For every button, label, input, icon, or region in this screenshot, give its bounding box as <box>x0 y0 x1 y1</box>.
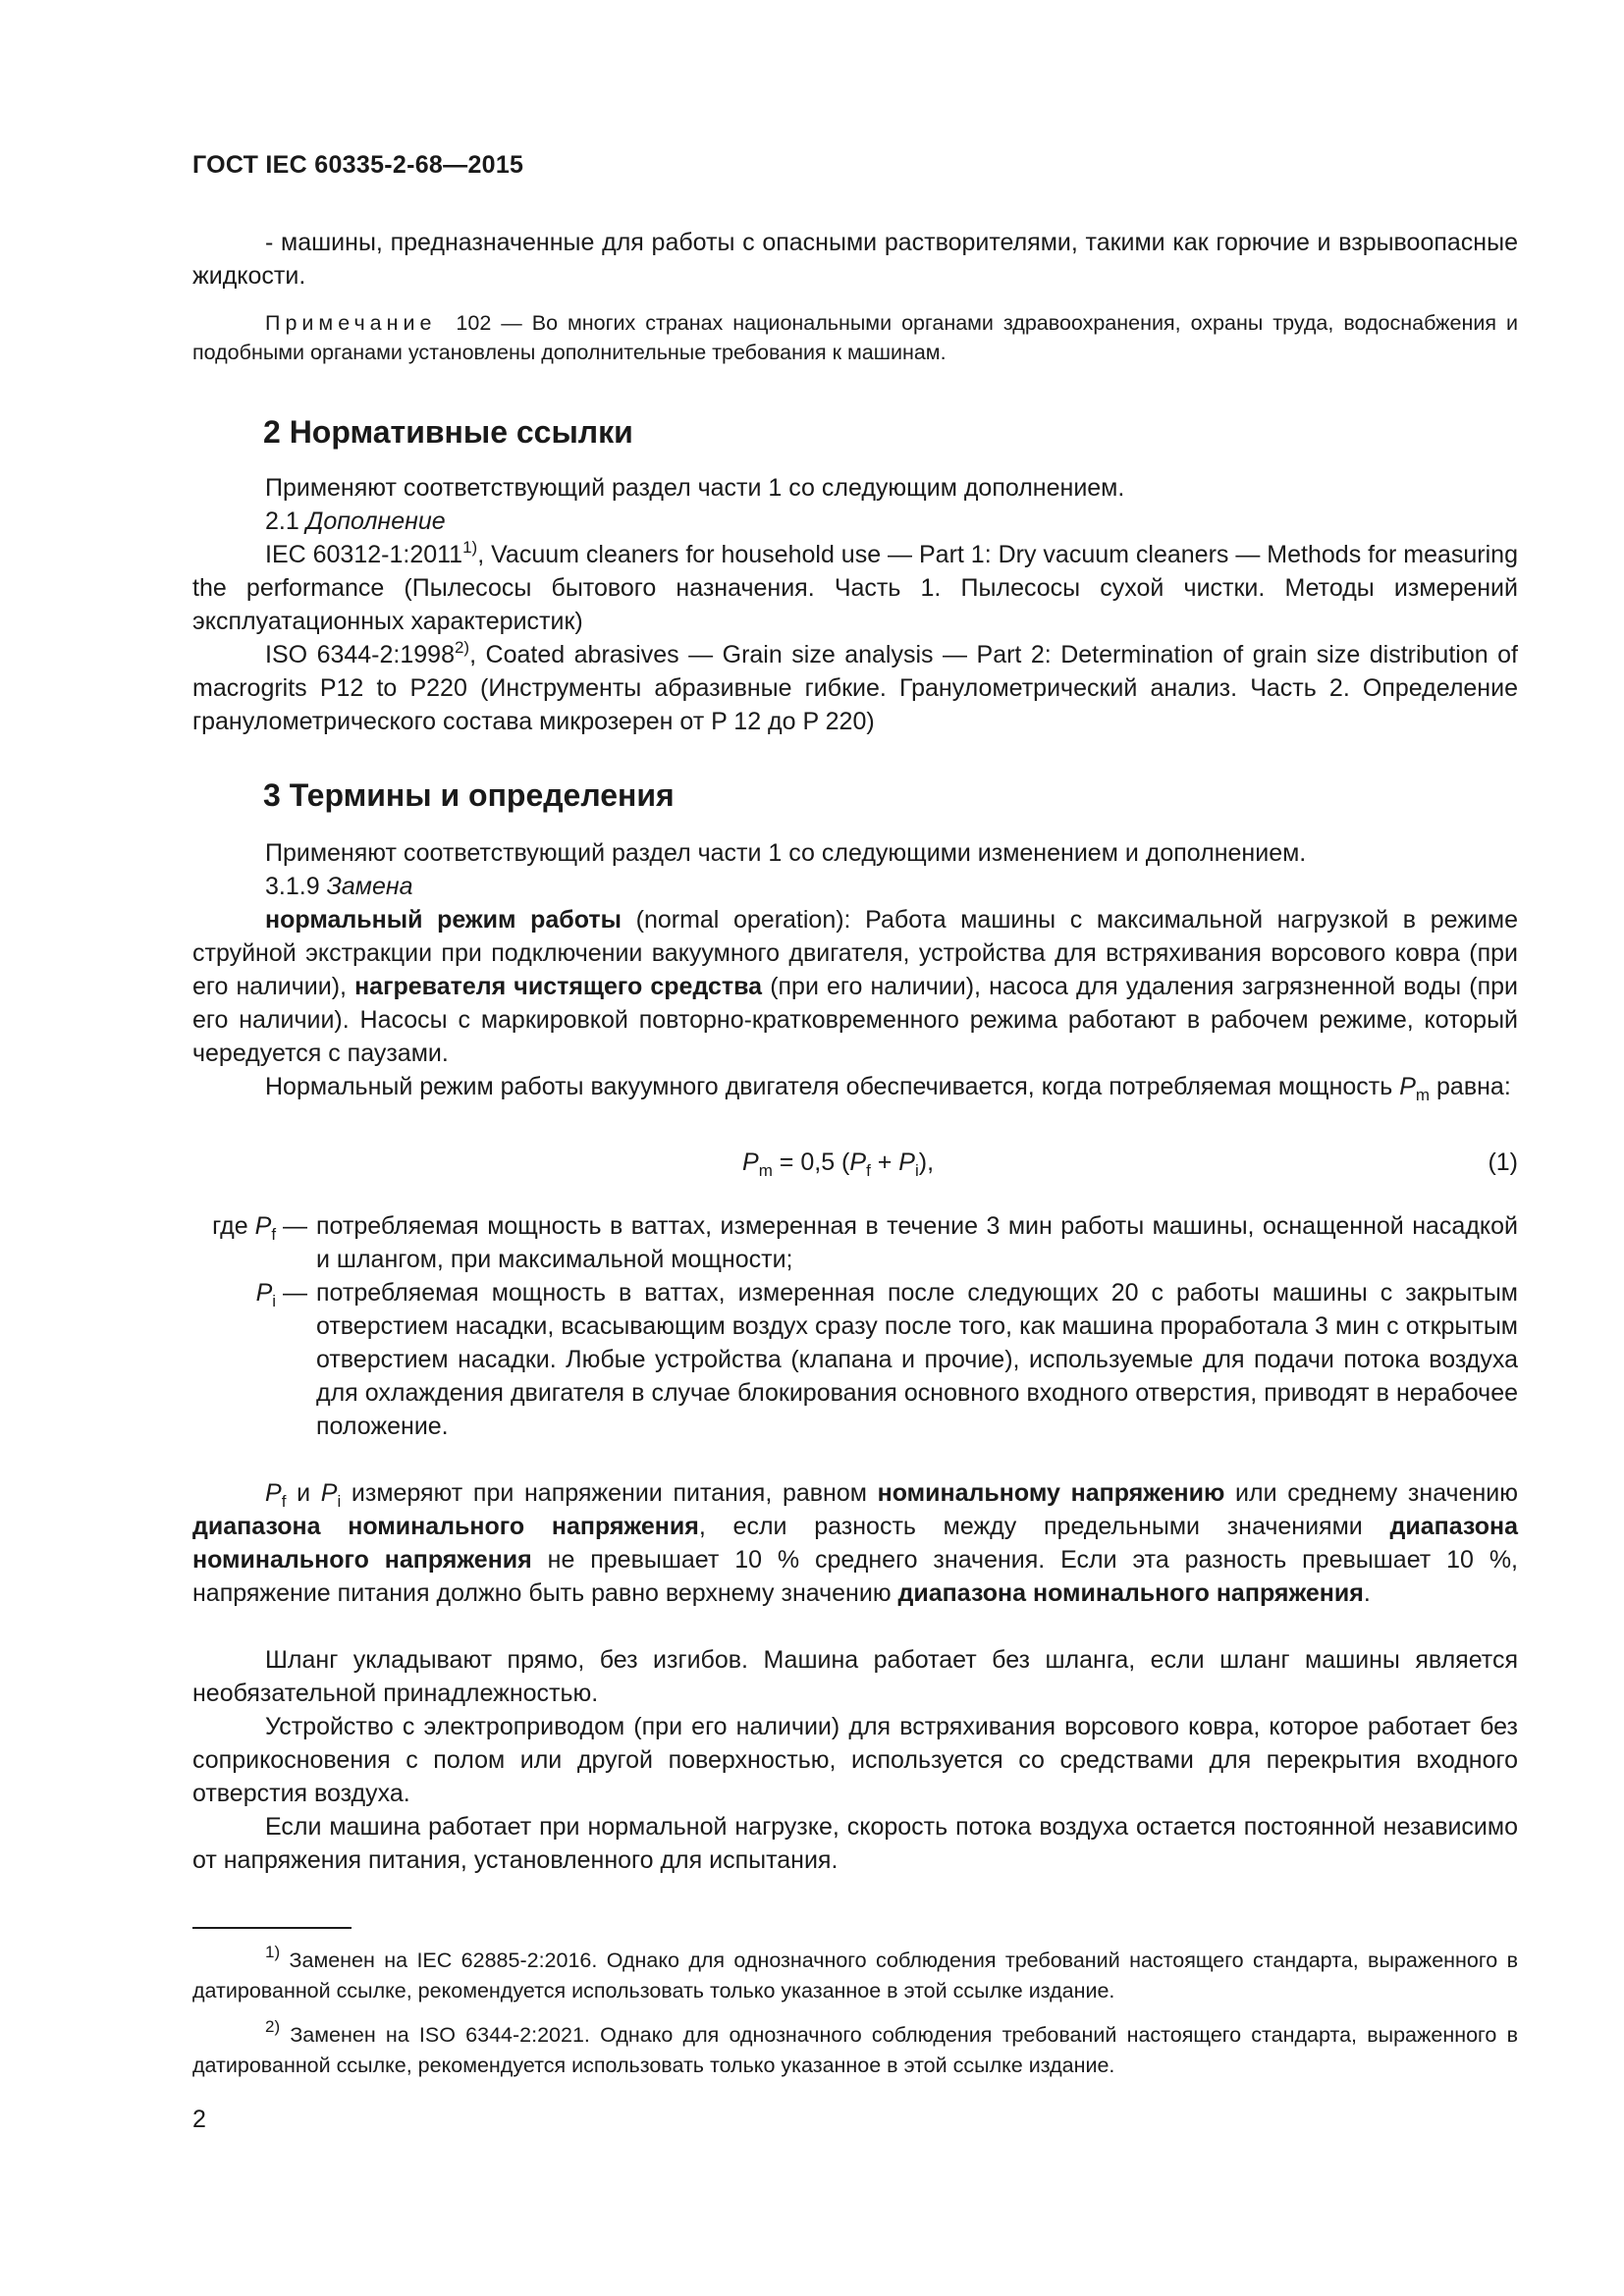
note-label: Примечание <box>265 311 437 335</box>
subscript-f: f <box>271 1225 277 1244</box>
footnote-text: Заменен на ISO 6344-2:2021. Однако для однозначного соблюдения требований настоящего стандарта, выраженного в датированной ссылке, рекомендуется использовать только указанное в этой ссылке издание. <box>192 2023 1518 2077</box>
symbol-p: P <box>1399 1073 1416 1100</box>
where-word: где <box>212 1212 248 1240</box>
footnote-separator <box>192 1927 352 1929</box>
formula-expression <box>742 1146 934 1179</box>
where-symbol <box>192 1276 307 1309</box>
paragraph-voltage <box>192 1476 1518 1610</box>
defined-term-ref: диапазона номинального напряжения <box>897 1579 1364 1607</box>
paragraph-text: . <box>1363 1579 1371 1607</box>
reference-id: IEC 60312-1:2011 <box>265 541 463 568</box>
section-3-title: 3 Термины и определения <box>263 777 675 813</box>
footnote-mark: 2) <box>454 638 470 657</box>
definition-text: (при его наличии), насоса для удаления загрязненной воды (при его наличии). Насосы с маркировкой повторно-кратковременного режима работают в рабочем режиме, который чередуется с паузами. <box>192 973 1518 1067</box>
symbol-p: P <box>898 1148 915 1176</box>
paragraph-powered-device: Устройство с электроприводом (при его наличии) для встряхивания ворсового ковра, которое работает без соприкосновения с полом или другой поверхностью, используется со средствами для перекрытия входного отверстия воздуха. <box>192 1713 1518 1807</box>
symbol-p: P <box>320 1479 338 1507</box>
section-2-intro: Применяют соответствующий раздел части 1 со следующим дополнением. <box>265 474 1125 502</box>
reference-text: , Vacuum cleaners for household use — Part 1: Dry vacuum cleaners — Methods for measuring the performance (Пылесосы бытового назначения. Часть 1. Пылесосы сухой чистки. Методы измерений эксплуатационных характеристик) <box>192 541 1518 635</box>
footnote-mark: 2) <box>265 2017 281 2036</box>
reference-text: , Coated abrasives — Grain size analysis — Part 2: Determination of grain size distribution of macrogrits P12 to P220 (Инструменты абразивные гибкие. Гранулометрический анализ. Часть 2. Определение гранулометрического состава микрозерен от P 12 до P 220) <box>192 641 1518 735</box>
subscript-m: m <box>1415 1086 1431 1104</box>
subscript-i: i <box>337 1492 342 1511</box>
paragraph-text: Нормальный режим работы вакуумного двигателя обеспечивается, когда потребляемая мощность <box>265 1073 1400 1100</box>
paragraph-text: не превышает 10 % среднего значения. Если эта разность превышает 10 %, напряжение питания должно быть равно верхнему значению <box>192 1546 1518 1607</box>
symbol-p: P <box>255 1279 273 1307</box>
subsection-number: 3.1.9 <box>265 873 320 900</box>
document-header: ГОСТ IEC 60335-2-68—2015 <box>192 151 524 179</box>
symbol-p: P <box>849 1148 867 1176</box>
symbol-p: P <box>254 1212 272 1240</box>
definition-text: (normal operation): Работа машины с максимальной нагрузкой в режиме струйной экстракции при подключении вакуумного двигателя, устройства для встряхивания ворсового ковра (при его наличии), <box>192 906 1518 1000</box>
footnote-mark: 1) <box>265 1943 281 1961</box>
symbol-p: P <box>742 1148 759 1176</box>
footnote-2 <box>192 2017 1518 2081</box>
reference-iso-6344 <box>192 638 1518 738</box>
formula-number: (1) <box>1488 1148 1518 1176</box>
defined-term-ref: диапазона номинального напряжения <box>192 1513 1518 1574</box>
subsection-3-1-9 <box>265 870 1591 903</box>
formula-text: = 0,5 ( <box>772 1148 850 1176</box>
section-2-title: 2 Нормативные ссылки <box>263 414 633 450</box>
paragraph-text: , если разность между предельными значениями <box>698 1513 1390 1540</box>
subscript-i: i <box>914 1161 919 1180</box>
paragraph-power-condition <box>192 1070 1518 1103</box>
page-number: 2 <box>192 2106 206 2133</box>
term: нормальный режим работы <box>265 906 622 934</box>
formula-text: + <box>870 1148 899 1176</box>
defined-term-ref: номинальному напряжению <box>877 1479 1225 1507</box>
paragraph-text: и <box>286 1479 321 1507</box>
reference-id: ISO 6344-2:1998 <box>265 641 455 668</box>
subscript-f: f <box>866 1161 871 1180</box>
subscript-m: m <box>758 1161 773 1180</box>
paragraph-airflow: Если машина работает при нормальной нагрузке, скорость потока воздуха остается постоянной независимо от напряжения питания, установленного для испытания. <box>192 1813 1518 1874</box>
note-text: 102 — Во многих странах национальными органами здравоохранения, охраны труда, водоснабжения и подобными органами установлены дополнительные требования к машинам. <box>192 311 1518 364</box>
where-definition: потребляемая мощность в ваттах, измеренная после следующих 20 с работы машины с закрытым отверстием насадки, всасывающим воздух сразу после того, как машина проработала 3 мин с открытым отверстием насадки. Любые устройства (клапана и прочие), используемые для подачи потока воздуха для охлаждения двигателя в случае блокирования основного входного отверстия, приводят в нерабочее положение. <box>316 1279 1518 1440</box>
where-symbol <box>192 1209 307 1243</box>
dash: — <box>283 1212 307 1240</box>
subsection-number: 2.1 <box>265 507 299 535</box>
footnote-mark: 1) <box>462 538 478 557</box>
note-102 <box>192 308 1518 367</box>
intro-list-item: - машины, предназначенные для работы с опасными растворителями, такими как горючие и взрывоопасные жидкости. <box>192 229 1518 290</box>
term-definition <box>192 903 1518 1070</box>
subsection-label: Дополнение <box>305 507 446 535</box>
reference-iec-60312 <box>192 538 1518 638</box>
paragraph-hose: Шланг укладывают прямо, без изгибов. Машина работает без шланга, если шланг машины является необязательной принадлежностью. <box>192 1646 1518 1707</box>
paragraph-text: или среднему значению <box>1224 1479 1519 1507</box>
subsection-2-1 <box>265 505 1591 538</box>
formula-text: ), <box>918 1148 935 1176</box>
symbol-p: P <box>265 1479 282 1507</box>
paragraph-text: измеряют при напряжении питания, равном <box>341 1479 878 1507</box>
footnote-1 <box>192 1943 1518 2006</box>
subsection-label: Замена <box>326 873 413 900</box>
dash: — <box>283 1279 307 1307</box>
subscript-f: f <box>281 1492 287 1511</box>
defined-term-ref: нагревателя чистящего средства <box>354 973 763 1000</box>
section-3-intro: Применяют соответствующий раздел части 1 со следующими изменением и дополнением. <box>265 839 1307 867</box>
subscript-i: i <box>272 1292 277 1310</box>
defined-term-ref: диапазона номинального напряжения <box>192 1513 699 1540</box>
paragraph-text: равна: <box>1430 1073 1511 1100</box>
where-definition: потребляемая мощность в ваттах, измеренная в течение 3 мин работы машины, оснащенной насадкой и шлангом, при максимальной мощности; <box>316 1212 1518 1273</box>
footnote-text: Заменен на IEC 62885-2:2016. Однако для однозначного соблюдения требований настоящего стандарта, выраженного в датированной ссылке, рекомендуется использовать только указанное в этой ссылке издание. <box>192 1949 1518 2002</box>
